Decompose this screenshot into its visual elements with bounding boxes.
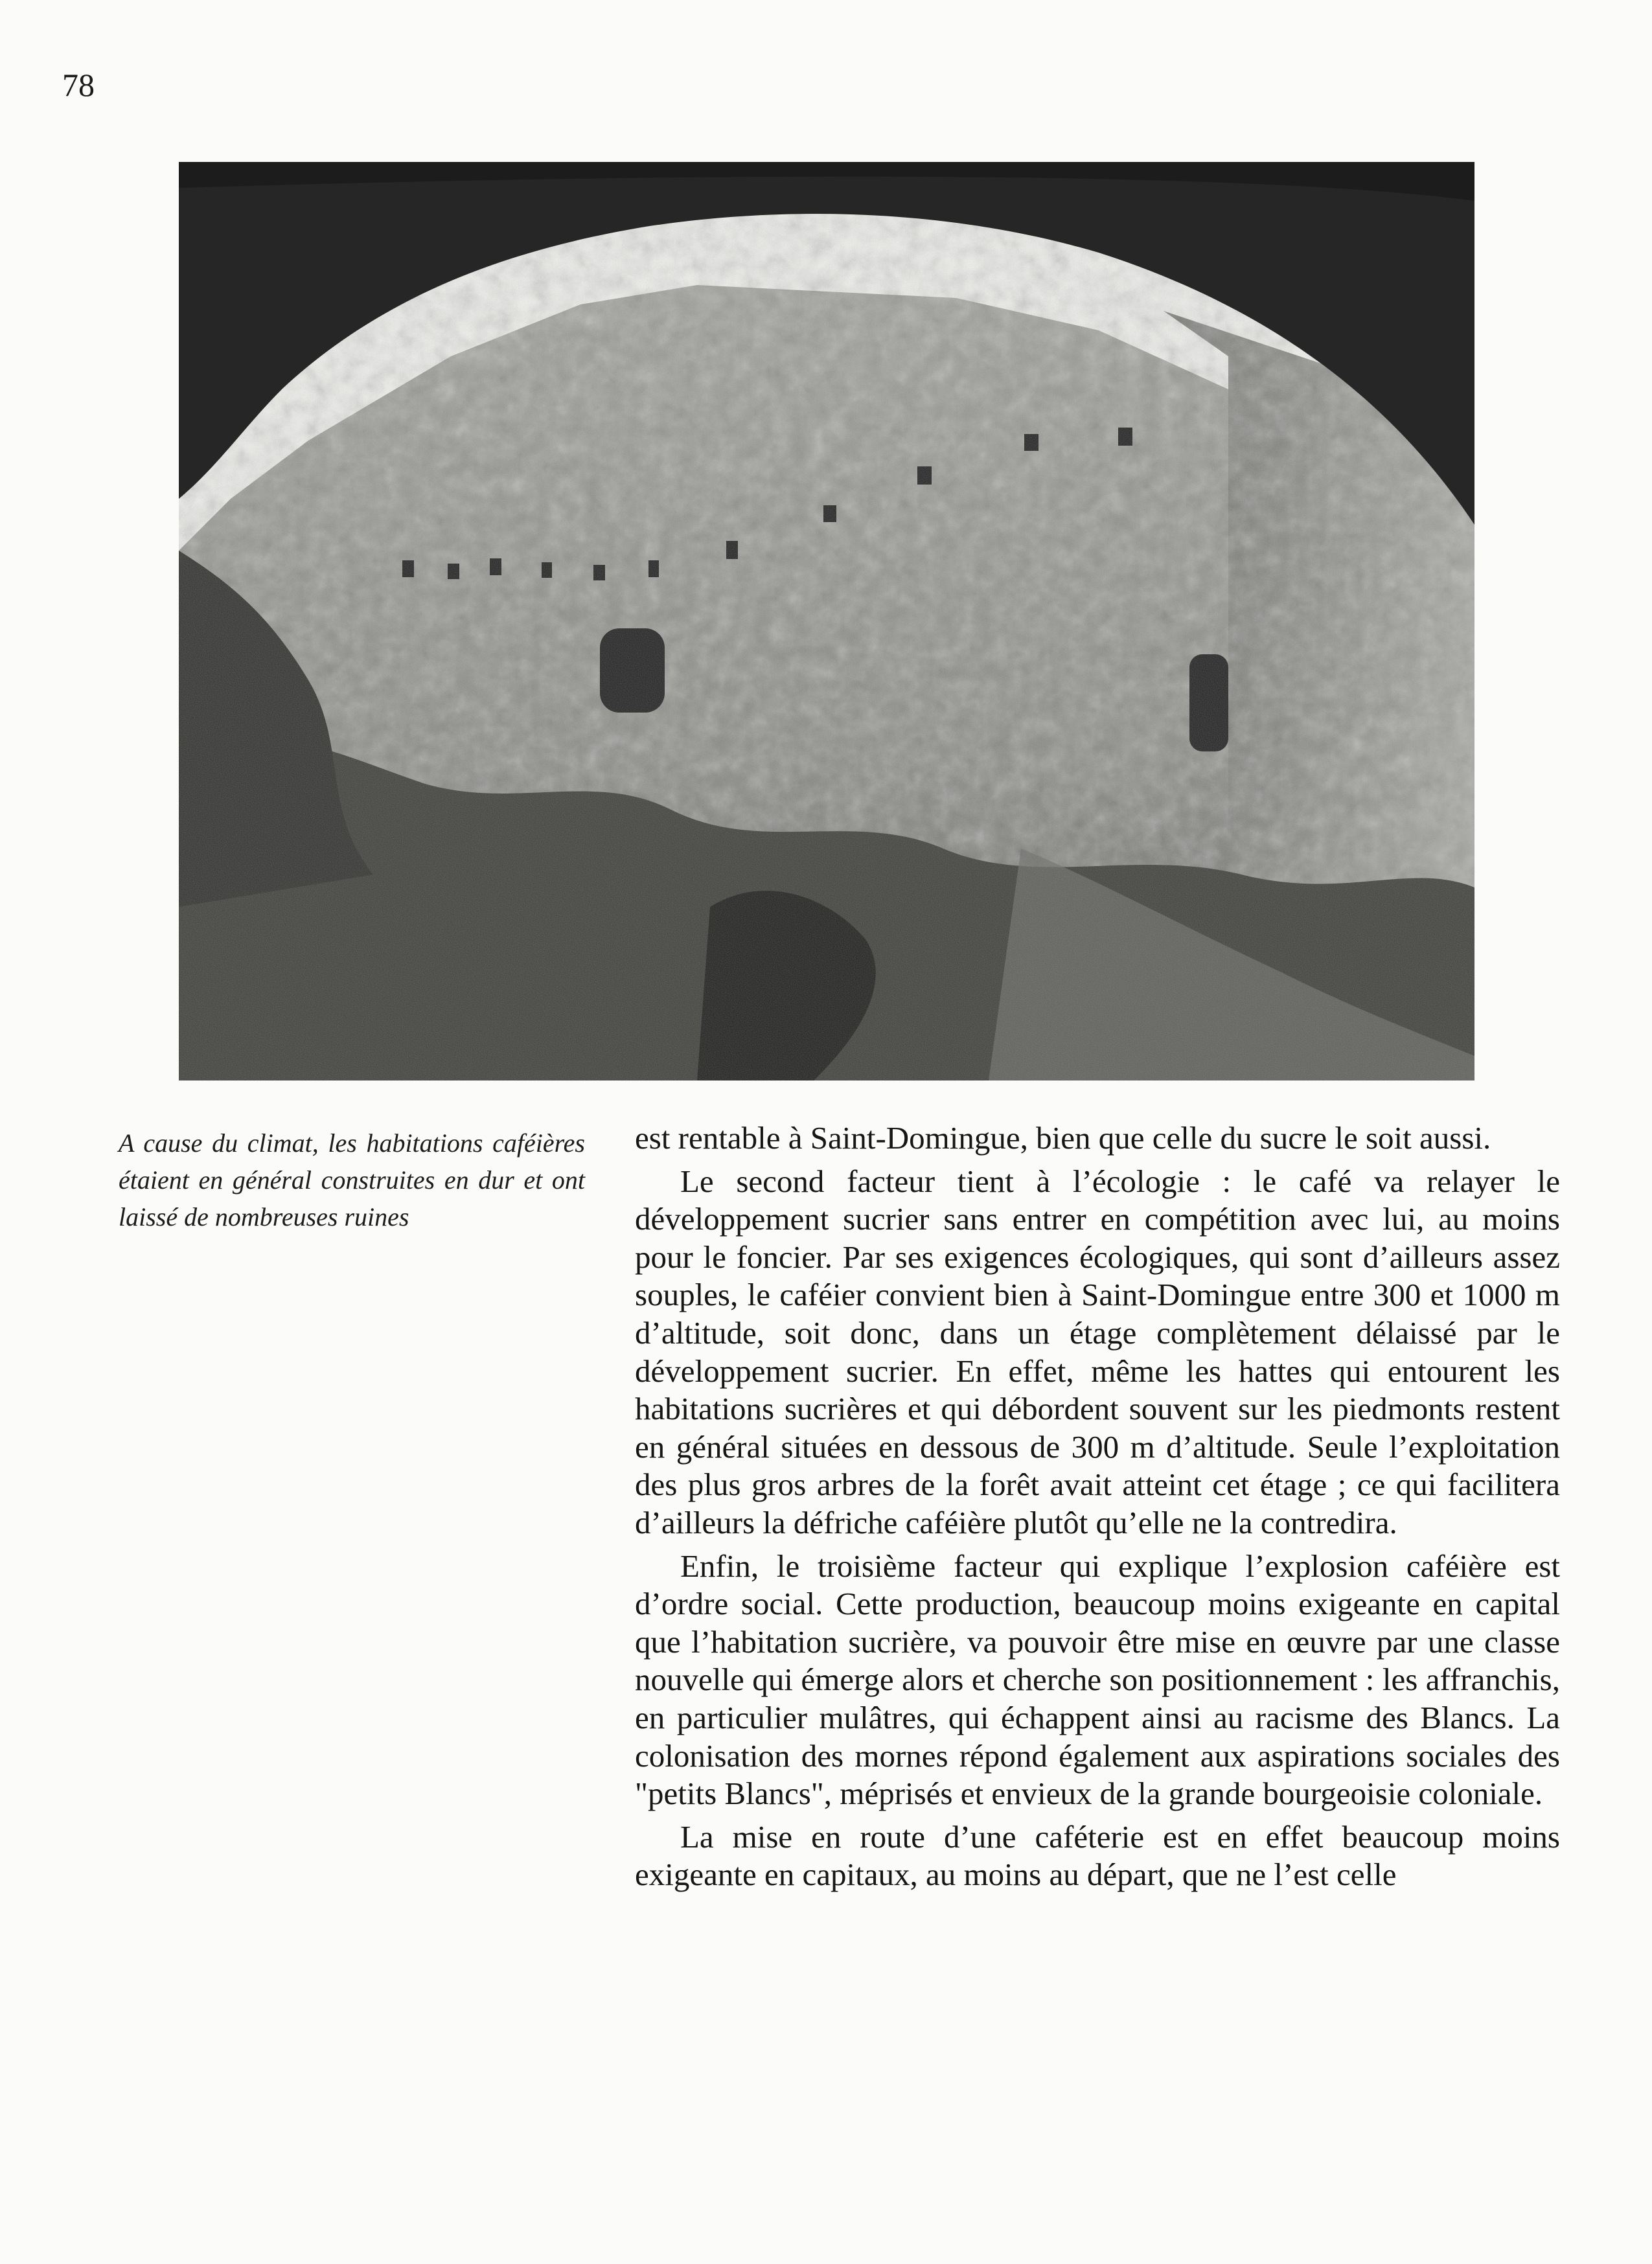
- body-text: [635, 1119, 1560, 1899]
- paragraph: Enfin, le troisième facteur qui explique l’explosion caféière est d’ordre social. Cette production, beaucoup moins exigeante en capital que l’habitation sucrière, va pouvoir être mise en œuvre par une classe nouvelle qui émerge alors et cherche son positionnement : les affranchis, en particulier mulâtres, qui échappent ainsi au racisme des Blancs. La colonisation des mornes répond également aux aspirations sociales des "petits Blancs", méprisés et envieux de la grande bourgeoisie coloniale.: [635, 1548, 1560, 1812]
- page-number: 78: [62, 67, 95, 103]
- paragraph: Le second facteur tient à l’écologie : le café va relayer le développement sucrier sans entrer en compétition avec lui, au moins pour le foncier. Par ses exigences écologiques, qui sont d’ailleurs assez souples, le caféier convient bien à Saint-Domingue entre 300 et 1000 m d’altitude, soit donc, dans un étage complètement délaissé par le développement sucrier. En effet, même les hattes qui entourent les habitations sucrières et qui débordent souvent sur les piedmonts restent en général situées en dessous de 300 m d’altitude. Seule l’exploitation des plus gros arbres de la forêt avait atteint cet étage ; ce qui facilitera d’ailleurs la défriche caféière plutôt qu’elle ne la contredira.: [635, 1163, 1560, 1540]
- photo-caption: A cause du climat, les habitations caféières étaient en général construites en dur et ont laissé de nombreuses ruines: [119, 1128, 585, 1231]
- ruins-photo-illustration: [179, 162, 1474, 1081]
- paragraph: est rentable à Saint-Domingue, bien que celle du sucre le soit aussi.: [635, 1120, 1491, 1156]
- ruins-photograph: [179, 162, 1474, 1081]
- paragraph: La mise en route d’une caféterie est en effet beaucoup moins exigeante en capitaux, au moins au départ, que ne l’est celle: [635, 1818, 1560, 1893]
